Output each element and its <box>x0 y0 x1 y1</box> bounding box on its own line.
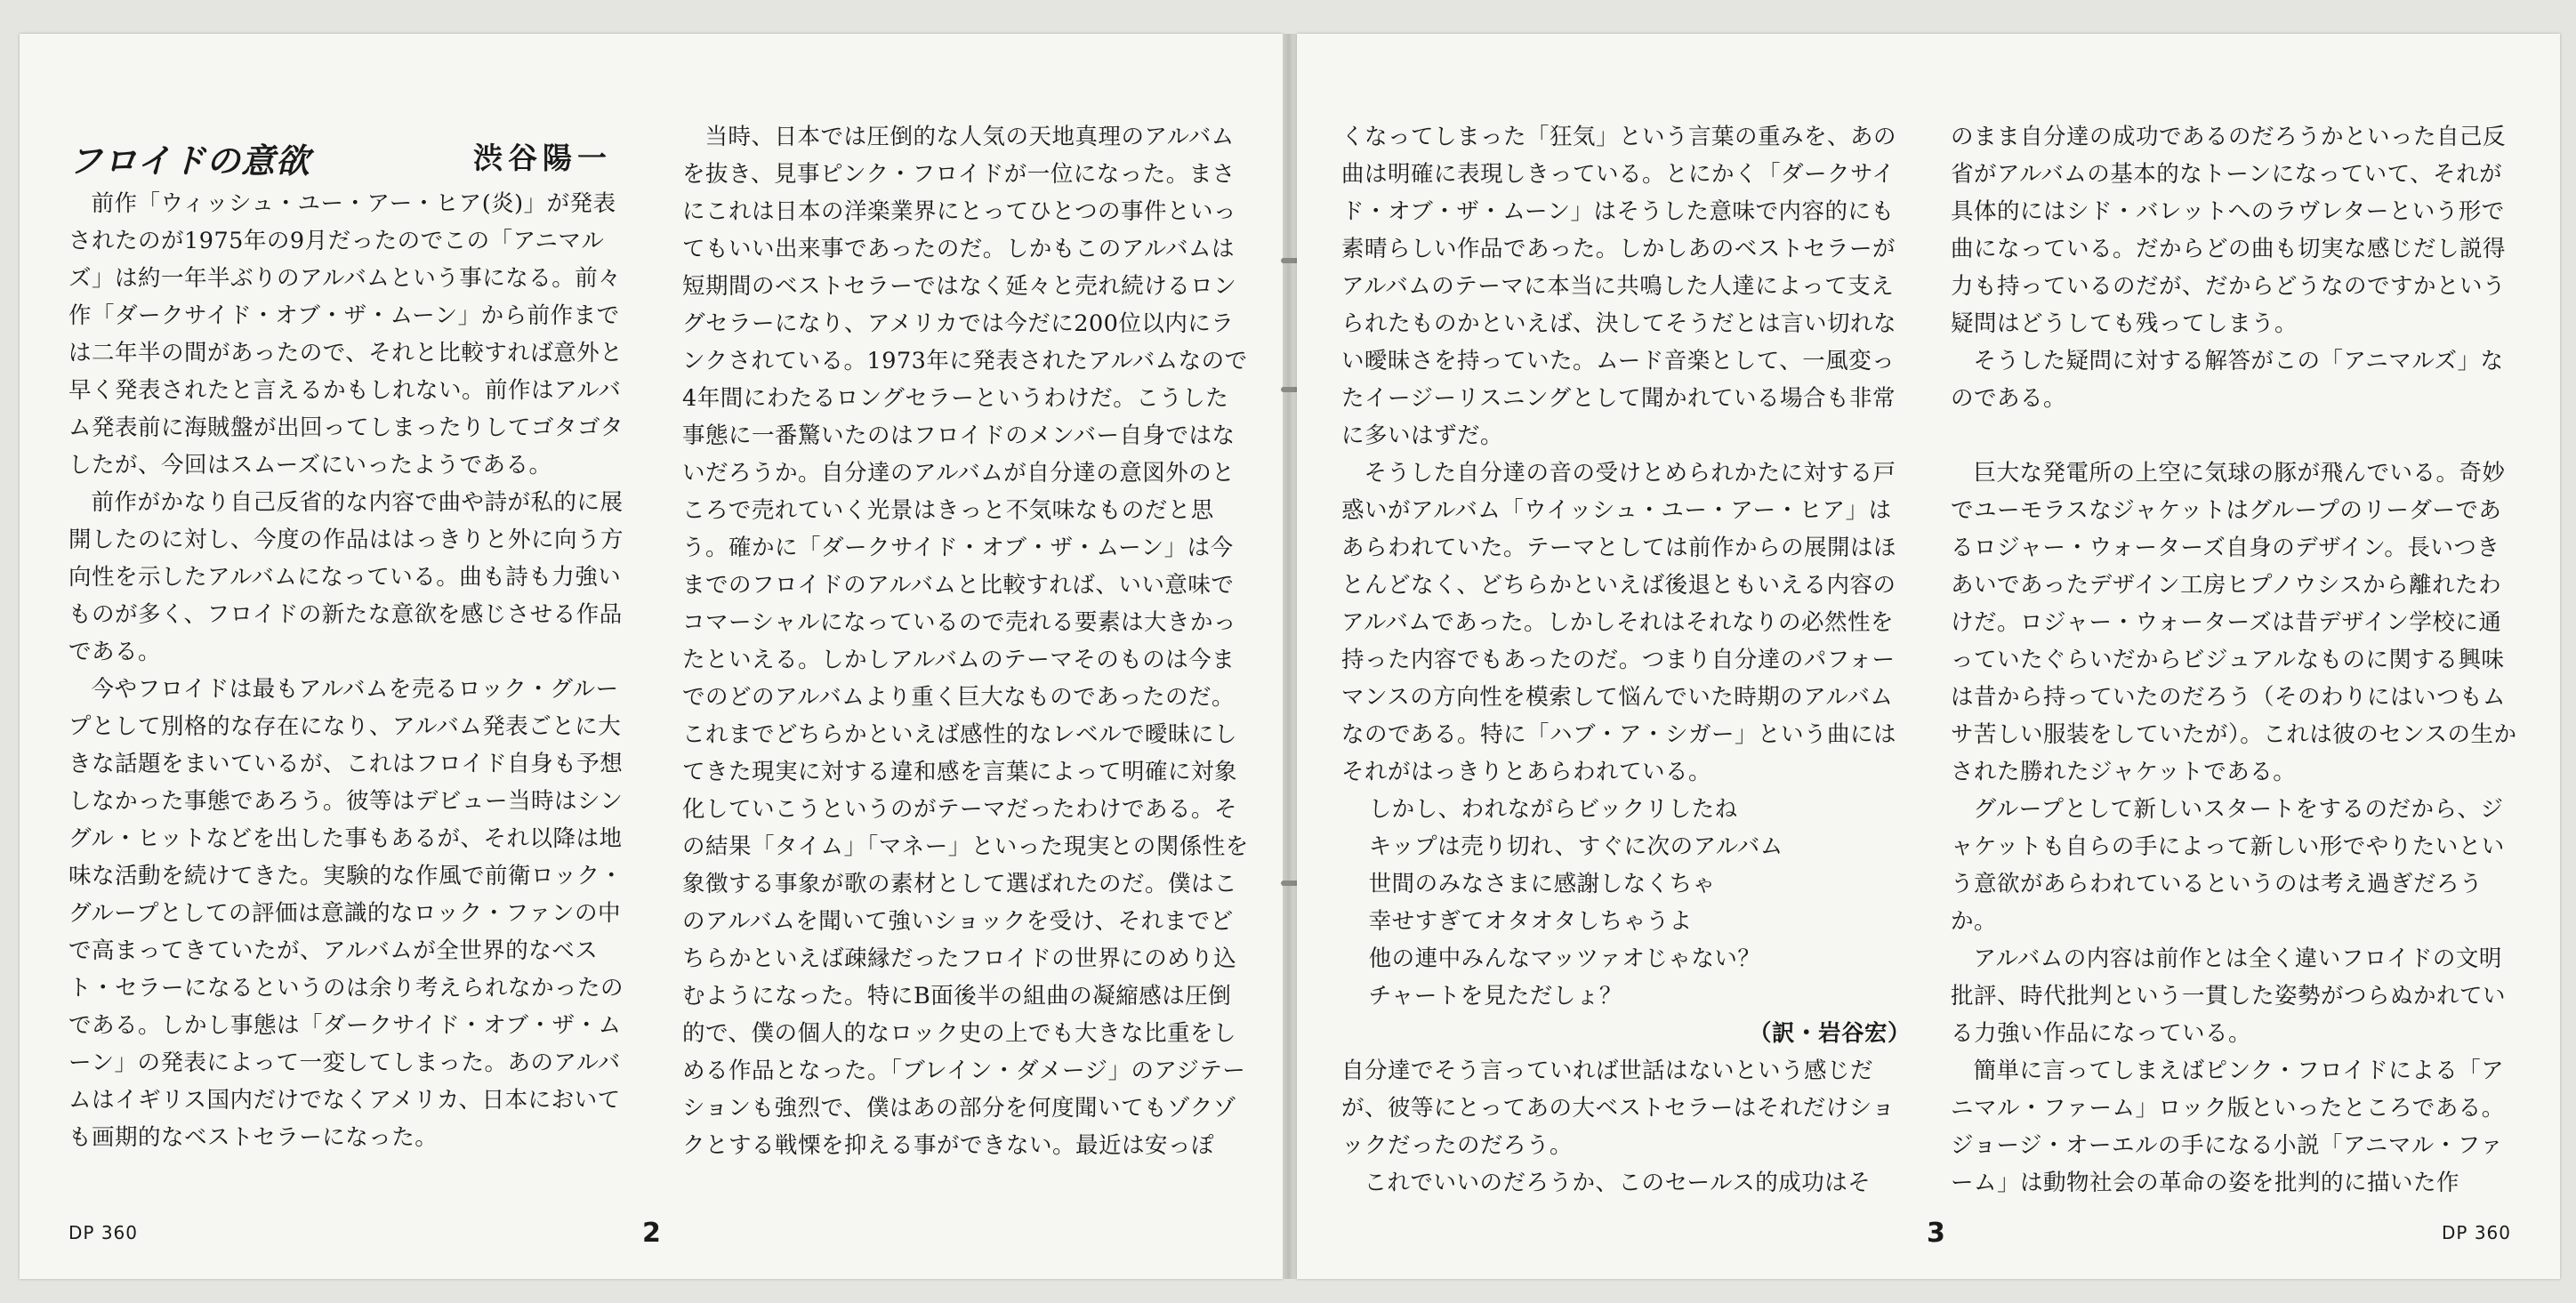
paragraph: アルバムの内容は前作とは全く違いフロイドの文明批評、時代批判という一貫した姿勢がつらぬかれている力強い作品になっている。 <box>1951 945 2507 1047</box>
paragraph: 簡単に言ってしまえばピンク・フロイドによる「アニマル・ファーム」ロック版といったところである。ジョージ・オーエルの手になる小説「アニマル・ファーム」は動物社会の革命の姿を批判的に描いた作 <box>1951 1058 2505 1196</box>
paragraph: 自分達でそう言っていれば世話はないという感じだが、彼等にとってあの大ベストセラーはそれだけショックだったのだろう。 <box>1341 1058 1896 1159</box>
paragraph: 巨大な発電所の上空に気球の豚が飛んでいる。奇妙でユーモラスなジャケットはグループのリーダーであるロジャー・ウォーターズ自身のデザイン。長いつきあいであったデザイン工房ヒプノウシスから離れたわけだ。ロジャー・ウォーターズは昔デザイン学校に通っていたぐらいだからビジュアルなものに関する興味は昔から持っていたのだろう（そのわりにはいつもムサ苦しい服装をしていたが）。これは彼のセンスの生かされた勝れたジャケットである。 <box>1951 460 2517 785</box>
right-page-column-1 <box>1341 118 1911 1202</box>
center-fold <box>1283 34 1297 1279</box>
paragraph: のまま自分達の成功であるのだろうかといった自己反省がアルバムの基本的なトーンになっていて、それが具体的にはシド・バレットへのラヴレターという形で曲になっている。だからどの曲も切実な感じだし説得力も持っているのだが、だからどうなのですかという疑問はどうしても残ってしまう。 <box>1951 124 2507 337</box>
paragraph: そうした疑問に対する解答がこの「アニマルズ」なのである。 <box>1951 348 2504 412</box>
paragraph: グループとして新しいスタートをするのだから、ジャケットも自らの手によって新しい形でやりたいという意欲があらわれているというのは考え過ぎだろうか。 <box>1951 796 2505 935</box>
left-page-column-1 <box>68 185 638 1156</box>
catalog-code: DP 360 <box>2442 1222 2511 1243</box>
verse-line: 幸せすぎてオタオタしちゃうよ <box>1368 908 1693 935</box>
author-name: 渋谷陽一 <box>473 141 612 175</box>
left-page-column-2 <box>682 118 1252 1164</box>
verse-line: 世間のみなさまに感謝しなくちゃ <box>1368 871 1716 897</box>
paragraph: 前作「ウィッシュ・ユー・アー・ヒア(炎)」が発表されたのが1975年の9月だったのでこの「アニマルズ」は約一年半ぶりのアルバムという事になる。前々作「ダークサイド・オブ・ザ・ムーン」から前作までは二年半の間があったので、それと比較すれば意外と早く発表されたと言えるかもしれない。前作はアルバム発表前に海賊盤が出回ってしまったりしてゴタゴタしたが、今回はスムーズにいったようである。 <box>68 190 624 479</box>
page-number: 3 <box>1927 1218 1945 1249</box>
verse-line: しかし、われながらビックリしたね <box>1368 796 1738 823</box>
verse-line: チャートを見ただしょ？ <box>1368 983 1622 1009</box>
verse-line: 他の連中みんなマッツァオじゃない？ <box>1368 945 1761 972</box>
staple <box>1281 258 1299 263</box>
paragraph: 当時、日本では圧倒的な人気の天地真理のアルバムを抜き、見事ピンク・フロイドが一位になった。まさにこれは日本の洋楽業界にとってひとつの事件といってもいい出来事であったのだ。しかもこのアルバムは短期間のベストセラーではなく延々と売れ続けるロングセラーになり、アメリカでは今だに200位以内にランクされている。1973年に発表されたアルバムなので4年間にわたるロングセラーというわけだ。こうした事態に一番驚いたのはフロイドのメンバー自身ではないだろうか。自分達のアルバムが自分達の意図外のところで売れていく光景はきっと不気味なものだと思う。確かに「ダークサイド・オブ・ザ・ムーン」は今までのフロイドのアルバムと比較すれば、いい意味でコマーシャルになっているので売れる要素は大きかったといえる。しかしアルバムのテーマそのものは今までのどのアルバムより重く巨大なものであったのだ。これまでどちらかといえば感性的なレベルで曖昧にしてきた現実に対する違和感を言葉によって明確に対象化していこうというのがテーマだったわけである。その結果「タイム」「マネー」といった現実との関係性を象徴する事象が歌の素材として選ばれたのだ。僕はこのアルバムを聞いて強いショックを受け、それまでどちらかといえば疎縁だったフロイドの世界にのめり込むようになった。特にB面後半の組曲の凝縮感は圧倒的で、僕の個人的なロック史の上でも大きな比重をしめる作品となった。「ブレイン・ダメージ」のアジテーションも強烈で、僕はあの部分を何度聞いてもゾクゾクとする戦慄を抑える事ができない。最近は安っぽ <box>682 124 1249 1159</box>
paragraph: 今やフロイドは最もアルバムを売るロック・グループとして別格的な存在になり、アルバム発表ごとに大きな話題をまいているが、これはフロイド自身も予想しなかった事態であろう。彼等はデビュー当時はシングル・ヒットなどを出した事もあるが、それ以降は地味な活動を続けてきた。実験的な作風で前衛ロック・グループとしての評価は意識的なロック・ファンの中で高まってきていたが、アルバムが全世界的なベスト・セラーになるというのは余り考えられなかったのである。しかし事態は「ダークサイド・オブ・ザ・ムーン」の発表によって一変してしまった。あのアルバムはイギリス国内だけでなくアメリカ、日本においても画期的なベストセラーになった。 <box>68 676 624 1151</box>
catalog-code: DP 360 <box>68 1222 138 1243</box>
paragraph: くなってしまった「狂気」という言葉の重みを、あの曲は明確に表現しきっている。とにかく「ダークサイド・オブ・ザ・ムーン」はそうした意味で内容的にも素晴らしい作品であった。しかしあのベストセラーがアルバムのテーマに本当に共鳴した人達によって支えられたものかといえば、決してそうだとは言い切れない曖昧さを持っていた。ムード音楽として、一風変ったイージーリスニングとして聞かれている場合も非常に多いはずだ。 <box>1341 124 1897 449</box>
verse-line: キップは売り切れ、すぐに次のアルバム <box>1368 833 1783 860</box>
right-page <box>1297 34 2560 1279</box>
right-page-column-2 <box>1951 118 2520 1202</box>
staple <box>1281 881 1299 886</box>
staple <box>1281 387 1299 392</box>
left-page <box>20 34 1283 1279</box>
translator-credit: （訳・岩谷宏） <box>1748 1020 1911 1047</box>
paragraph: そうした自分達の音の受けとめられかたに対する戸惑いがアルバム「ウイッシュ・ユー・アー・ヒア」はあらわれていた。テーマとしては前作からの展開はほとんどなく、どちらかといえば後退ともいえる内容のアルバムであった。しかしそれはそれなりの必然性を持った内容でもあったのだ。つまり自分達のパフォーマンスの方向性を模索して悩んでいた時期のアルバムなのである。特に「ハブ・ア・シガー」という曲にはそれがはっきりとあらわれている。 <box>1341 460 1897 785</box>
paragraph: 前作がかなり自己反省的な内容で曲や詩が私的に展開したのに対し、今度の作品ははっきりと外に向う方向性を示したアルバムになっている。曲も詩も力強いものが多く、フロイドの新たな意欲を感じさせる作品である。 <box>68 489 624 665</box>
article-title: フロイドの意欲 <box>68 141 310 181</box>
page-number: 2 <box>642 1218 661 1249</box>
paragraph: これでいいのだろうか、このセールス的成功はそ <box>1364 1170 1872 1196</box>
